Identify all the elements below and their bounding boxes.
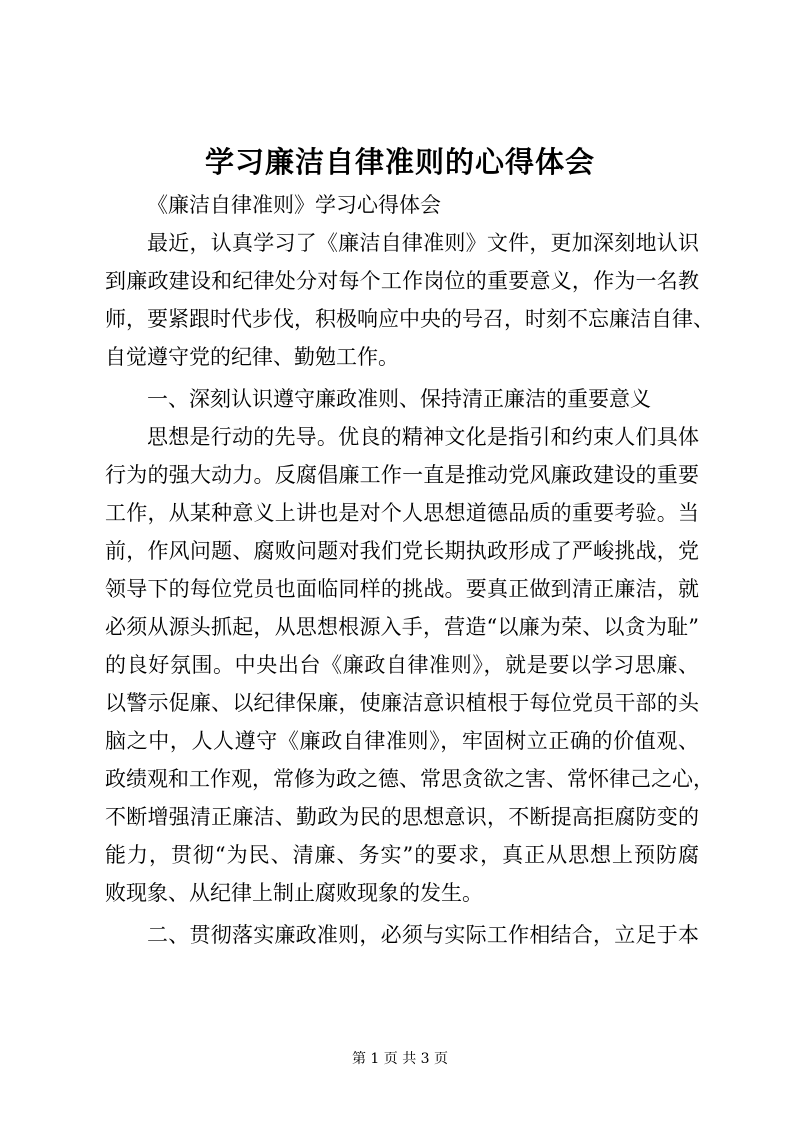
paragraph-line: 行为的强大动力。反腐倡廉工作一直是推动党风廉政建设的重要 xyxy=(105,463,699,487)
paragraph-line: 必须从源头抓起，从思想根源入手，营造“以廉为荣、以贪为耻” xyxy=(105,615,699,639)
paragraph-line: 领导下的每位党员也面临同样的挑战。要真正做到清正廉洁，就 xyxy=(105,577,699,601)
document-subtitle: 《廉洁自律准则》学习心得体会 xyxy=(147,193,441,217)
paragraph-line: 政绩观和工作观，常修为政之德、常思贪欲之害、常怀律己之心， xyxy=(105,767,714,791)
document-title: 学习廉洁自律准则的心得体会 xyxy=(204,145,595,179)
paragraph-line: 败现象、从纪律上制止腐败现象的发生。 xyxy=(105,881,483,905)
document-body xyxy=(105,186,714,954)
paragraph-line: 的良好氛围。中央出台《廉政自律准则》，就是要以学习思廉、 xyxy=(105,653,699,677)
section-heading-2: 二、贯彻落实廉政准则，必须与实际工作相结合，立足于本 xyxy=(147,923,699,947)
paragraph-line: 师，要紧跟时代步伐，积极响应中央的号召，时刻不忘廉洁自律、 xyxy=(105,307,714,331)
paragraph-line: 脑之中，人人遵守《廉政自律准则》，牢固树立正确的价值观、 xyxy=(105,729,699,753)
paragraph-line: 不断增强清正廉洁、勤政为民的思想意识，不断提高拒腐防变的 xyxy=(105,805,699,829)
paragraph-line: 工作，从某种意义上讲也是对个人思想道德品质的重要考验。当 xyxy=(105,501,699,525)
paragraph-line: 到廉政建设和纪律处分对每个工作岗位的重要意义，作为一名教 xyxy=(105,269,699,293)
paragraph-line: 以警示促廉、以纪律保廉，使廉洁意识植根于每位党员干部的头 xyxy=(105,691,699,715)
paragraph-2 xyxy=(105,418,714,912)
paragraph-line: 思想是行动的先导。优良的精神文化是指引和约束人们具体 xyxy=(147,425,699,449)
paragraph-line: 前，作风问题、腐败问题对我们党长期执政形成了严峻挑战，党 xyxy=(105,539,699,563)
paragraph-1 xyxy=(105,224,714,376)
page-number-footer: 第 1 页 共 3 页 xyxy=(351,1051,449,1067)
paragraph-line: 自觉遵守党的纪律、勤勉工作。 xyxy=(105,345,399,369)
section-heading-1: 一、深刻认识遵守廉政准则、保持清正廉洁的重要意义 xyxy=(147,387,651,411)
paragraph-line: 能力，贯彻“为民、清廉、务实”的要求，真正从思想上预防腐 xyxy=(105,843,699,867)
paragraph-line: 最近，认真学习了《廉洁自律准则》文件，更加深刻地认识 xyxy=(147,231,699,255)
